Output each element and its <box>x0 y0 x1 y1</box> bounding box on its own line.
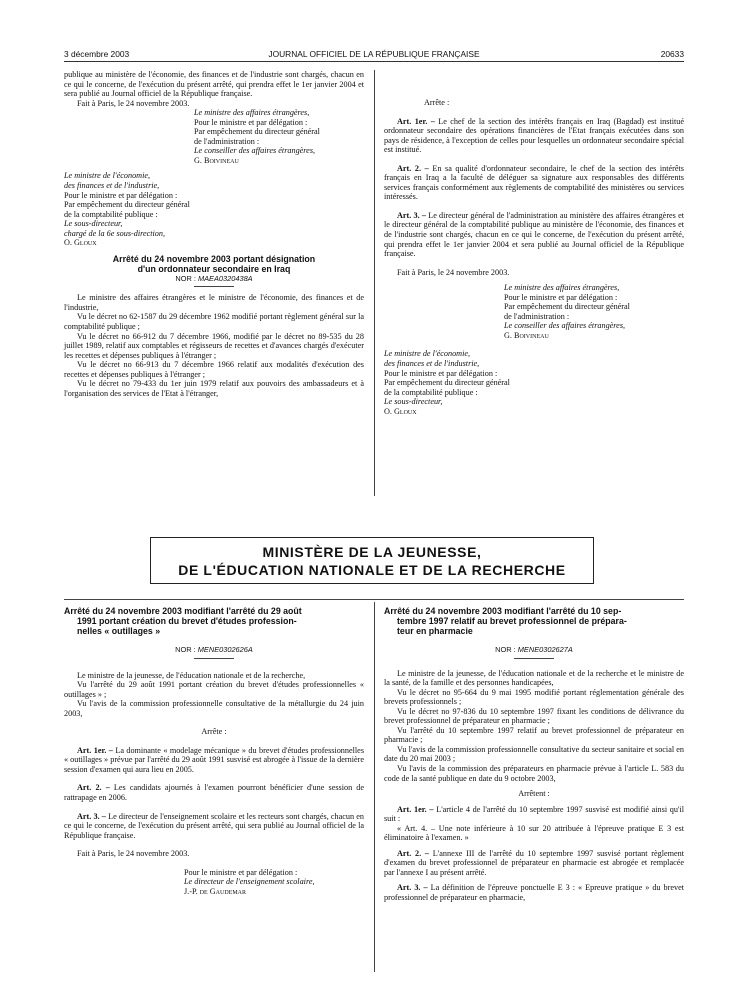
nor-reference: NOR : MAEA0320438A <box>175 273 253 283</box>
signature-block-1: Le ministre des affaires étrangères, Pour le ministre et par délégation : Par empêchement du directeur général de l'administration : Le conseiller des affaires étrangères, G. Boivineau <box>194 108 364 165</box>
nor-reference: NOR : MENE0302627A <box>495 645 573 654</box>
closing-paragraph: publique au ministère de l'économie, des finances et de l'industrie sont chargés, chacun en ce qui le concerne, de l'exécution du présent arrêté, qui prendra effet le 1er janvier 2004 et sera publié au Journal officiel de la République française. <box>64 70 364 99</box>
signatory-name: G. Boivineau <box>504 330 549 340</box>
decree-title: Arrêté du 24 novembre 2003 modifiant l'arrêté du 10 sep- <box>384 606 622 616</box>
fait-a-paris: Fait à Paris, le 24 novembre 2003. <box>77 98 190 108</box>
signatory-name: J.-P. de Gaudemar <box>184 886 246 896</box>
ministry-heading <box>150 537 594 584</box>
arrete-heading: Arrêtent : <box>518 789 550 799</box>
column-divider <box>374 70 375 496</box>
page-header <box>64 49 684 62</box>
header-journal-title: JOURNAL OFFICIEL DE LA RÉPUBLIQUE FRANÇAISE <box>268 49 480 59</box>
top-right-column: Arrête : Art. 1er. – Le chef de la section des intérêts français en Iraq (Bagdad) est institué ordonnateur secondaire des opérations financières de l'Etat français exécutées dans son pays de résidence, à l'exception de celles pour lesquelles un ordonnateur secondaire spécial est institué. Art. 2. – En sa qualité d'ordonnateur secondaire, le chef de la section des intérêts français en Iraq a la faculté de déléguer sa signature aux responsables des différents services français conformément aux règlements de comptabilité des ministères ou services intéressés. Art. 3. – Le directeur général de l'administration au ministère des affaires étrangères et le directeur général de la comptabilité publique au ministère de l'économie, des finances et de l'industrie sont chargés, chacun en ce qui le concerne, de l'exécution du présent arrêté, qui prendra effet le 1er janvier 2004 et sera publié au Journal officiel de la République française. Fait à Paris, le 24 novembre 2003. Le ministre des affaires étrangères, Pour le ministre et par délégation : Par empêchement du directeur général de l'administration : Le conseiller des affaires étrangères, G. Boivineau Le ministre de l'économie, des finances et de l'industrie, Pour le ministre et par délégation : Par empêchement du directeur général de la comptabilité publique : Le sous-directeur, O. Gloux <box>384 98 684 416</box>
bottom-right-column: Arrêté du 24 novembre 2003 modifiant l'arrêté du 10 sep- tembre 1997 relatif au brevet professionnel de prépara- teur en pharmacie NOR : MENE0302627A Le ministre de la jeunesse, de l'éducation nationale et de la recherche et le ministre de la santé, de la famille et des personnes handicapées, Vu le décret no 95-664 du 9 mai 1995 modifié portant réglementation générale des brevets professionnels ; Vu le décret no 97-836 du 10 septembre 1997 fixant les conditions de délivrance du brevet professionnel de préparateur en pharmacie ; Vu l'arrêté du 10 septembre 1997 relatif au brevet professionnel de préparateur en pharmacie ; Vu l'avis de la commission professionnelle consultative du secteur sanitaire et social en date du 20 mai 2003 ; Vu l'avis de la commission des préparateurs en pharmacie prévue à l'article L. 583 du code de la santé publique en date du 9 octobre 2003, Arrêtent : Art. 1er. – L'article 4 de l'arrêté du 10 septembre 1997 susvisé est modifié ainsi qu'il suit : « Art. 4. – Une note inférieure à 10 sur 20 attribuée à l'épreuve pratique E 3 est éliminatoire à l'examen. » Art. 2. – L'annexe III de l'arrêté du 10 septembre 1997 susvisé portant règlement d'examen du brevet professionnel de préparateur en pharmacie est abrogée et remplacée par l'annexe I au présent arrêté. Art. 3. – La définition de l'épreuve ponctuelle E 3 : « Epreuve pratique » du brevet professionnel de préparateur en pharmacie, <box>384 606 685 903</box>
header-page-number: 20633 <box>660 49 684 59</box>
bottom-left-column: Arrêté du 24 novembre 2003 modifiant l'arrêté du 29 août 1991 portant création du brevet d'études profession- nelles « outillages » NOR : MENE0302626A Le ministre de la jeunesse, de l'éducation nationale et de la recherche, Vu l'arrêté du 29 août 1991 portant création du brevet d'études professionnelles « outillages » ; Vu l'avis de la commission professionnelle consultative de la métallurgie du 24 juin 2003, Arrête : Art. 1er. – La dominante « modelage mécanique » du brevet d'études professionnelles « outillages » prévue par l'arrêté du 29 août 1991 susvisé est abrogée à l'issue de la dernière session d'examen qui aura lieu en 2005. Art. 2. – Les candidats ajournés à l'examen pourront bénéficier d'une session de rattrapage en 2006. Art. 3. – Le directeur de l'enseignement scolaire et les recteurs sont chargés, chacun en ce qui le concerne, de l'exécution du présent arrêté, qui sera publié au Journal officiel de la République française. Fait à Paris, le 24 novembre 2003. Pour le ministre et par délégation : Le directeur de l'enseignement scolaire, J.-P. de Gaudemar <box>64 606 365 896</box>
section-rule <box>64 599 684 600</box>
top-left-column: publique au ministère de l'économie, des finances et de l'industrie sont chargés, chacun en ce qui le concerne, de l'exécution du présent arrêté, qui prendra effet le 1er janvier 2004 et sera publié au Journal officiel de la République française. Fait à Paris, le 24 novembre 2003. Le ministre des affaires étrangères, Pour le ministre et par délégation : Par empêchement du directeur général de l'administration : Le conseiller des affaires étrangères, G. Boivineau Le ministre de l'économie, des finances et de l'industrie, Pour le ministre et par délégation : Par empêchement du directeur général de la comptabilité publique : Le sous-directeur, chargé de la 6e sous-direction, O. Gloux Arrêté du 24 novembre 2003 portant désignation d'un ordonnateur secondaire en Iraq NOR : MAEA0320438A Le ministre des affaires étrangères et le ministre de l'économie, des finances et de l'industrie, Vu le décret no 62-1587 du 29 décembre 1962 modifié portant règlement général sur la comptabilité publique ; Vu le décret no 66-912 du 7 décembre 1966, modifié par le décret no 89-535 du 28 juillet 1989, relatif aux comptables et régisseurs de recettes et d'avances chargés d'exécuter les recettes et dépenses publiques à l'étranger ; Vu le décret no 66-913 du 7 décembre 1966 relatif aux modalités d'exécution des recettes et dépenses publiques à l'étranger ; Vu le décret no 79-433 du 1er juin 1979 relatif aux pouvoirs des ambassadeurs et à l'organisation des services de l'Etat à l'étranger, <box>64 70 364 398</box>
arrete-heading: Arrête : <box>201 727 227 737</box>
decree-title: Arrêté du 24 novembre 2003 portant désignation <box>112 253 316 264</box>
divider <box>194 286 234 287</box>
ministry-name: MINISTÈRE DE LA JEUNESSE, DE L'ÉDUCATION NATIONALE ET DE LA RECHERCHE <box>178 544 566 578</box>
divider <box>194 658 234 659</box>
column-divider <box>374 602 375 972</box>
signature-block: Pour le ministre et par délégation : Le directeur de l'enseignement scolaire, J.-P. de Gaudemar <box>184 868 364 897</box>
signatory-name: G. Boivineau <box>194 155 239 165</box>
signatory-name: O. Gloux <box>64 238 97 248</box>
signature-block-2: Le ministre de l'économie, des finances et de l'industrie, Pour le ministre et par délégation : Par empêchement du directeur général de la comptabilité publique : Le sous-directeur, chargé de la 6e sous-direction, O. Gloux <box>64 171 244 247</box>
signature-block-1: Le ministre des affaires étrangères, Pour le ministre et par délégation : Par empêchement du directeur général de l'administration : Le conseiller des affaires étrangères, G. Boivineau <box>504 283 684 340</box>
decree-title: Arrêté du 24 novembre 2003 modifiant l'arrêté du 29 août <box>64 606 302 616</box>
quoted-article: « Art. 4. – Une note inférieure à 10 sur 20 attribuée à l'épreuve pratique E 3 est éliminatoire à l'examen. » <box>384 823 684 843</box>
arrete-heading: Arrête : <box>424 98 450 107</box>
fait-a-paris: Fait à Paris, le 24 novembre 2003. <box>77 849 190 859</box>
fait-a-paris: Fait à Paris, le 24 novembre 2003. <box>397 267 510 277</box>
header-date: 3 décembre 2003 <box>64 49 130 59</box>
signature-block-2: Le ministre de l'économie, des finances et de l'industrie, Pour le ministre et par délégation : Par empêchement du directeur général de la comptabilité publique : Le sous-directeur, O. Gloux <box>384 349 554 416</box>
nor-reference: NOR : MENE0302626A <box>175 645 253 654</box>
divider <box>514 658 554 659</box>
signatory-name: O. Gloux <box>384 406 417 416</box>
